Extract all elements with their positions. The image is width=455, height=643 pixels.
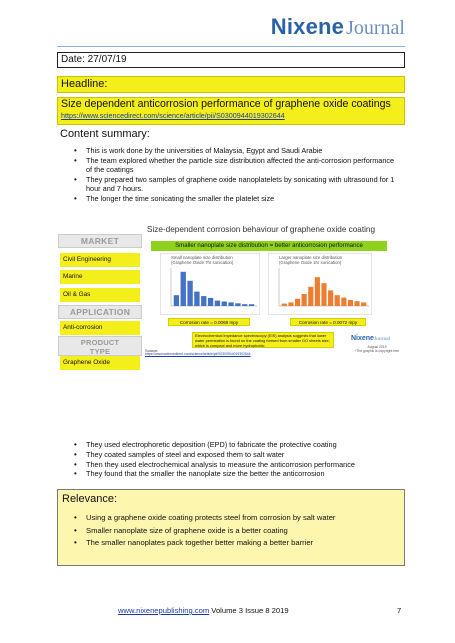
headline-url-link[interactable]: https://www.sciencedirect.com/science/article/pii/S0300944019302644 xyxy=(61,111,285,120)
chart-bar xyxy=(315,277,320,306)
journal-logo xyxy=(271,16,405,38)
figure-note xyxy=(355,345,399,353)
market-item: Civil Engineering xyxy=(60,253,140,267)
summary-list-top xyxy=(76,146,396,204)
product-type-value: Graphene Oxide xyxy=(60,356,140,370)
chart-bar xyxy=(228,302,233,306)
right-chart-title-1: Larger nanoplate size distribution xyxy=(279,255,343,260)
figure-source-label: Source: xyxy=(145,348,159,353)
left-chart-svg xyxy=(161,266,259,314)
list-item: • Smaller nanoplate size of graphene oxide is a better coating xyxy=(76,525,396,537)
header-divider xyxy=(57,46,405,47)
application-label: APPLICATION xyxy=(58,305,142,319)
chart-bar xyxy=(321,283,326,306)
product-type-label xyxy=(58,336,142,356)
right-chart-panel xyxy=(268,253,372,315)
logo-suffix: Journal xyxy=(346,17,405,39)
chart-bar xyxy=(201,296,206,306)
headline-box xyxy=(57,97,405,125)
chart-bar xyxy=(328,290,333,306)
page-number: 7 xyxy=(397,606,402,615)
left-chart-title-2: (Graphene Oxide 7hr sonication) xyxy=(171,260,234,265)
chart-bar xyxy=(235,303,240,306)
list-item: • They found that the smaller the nanoplate size the better the anticorrosion xyxy=(76,469,396,478)
list-item: • The smaller nanoplates pack together better making a better barrier xyxy=(76,537,396,549)
logo-brand: Nixene xyxy=(270,14,345,39)
chart-bar xyxy=(355,301,360,306)
list-item: • The longer the time sonicating the smaller the platelet size xyxy=(76,194,396,203)
product-type-label-line2: TYPE xyxy=(89,346,111,356)
content-summary-heading: Content summary: xyxy=(60,128,150,140)
chart-bar xyxy=(302,294,307,306)
chart-bar xyxy=(208,298,213,306)
chart-bar xyxy=(222,302,227,307)
right-chart-svg xyxy=(269,266,371,314)
market-item: Oil & Gas xyxy=(60,288,140,302)
chart-bar xyxy=(341,298,346,306)
list-item: • The team explored whether the particle size distribution affected the anti-corrosion performance of the coatings xyxy=(76,156,396,175)
relevance-heading: Relevance: xyxy=(62,493,118,505)
chart-bar xyxy=(361,302,366,306)
chart-bar xyxy=(181,272,186,306)
right-chart-title-2: (Graphene Oxide 1hr sonication) xyxy=(279,260,342,265)
chart-bar xyxy=(215,301,220,306)
figure-note-date: August 2019 xyxy=(367,345,387,349)
list-item: • They prepared two samples of graphene oxide nanoplatelets by sonicating with ultrasound for 1 hour and 7 hours. xyxy=(76,175,396,194)
chart-bar xyxy=(187,281,192,306)
relevance-box xyxy=(57,489,405,566)
chart-bar xyxy=(308,287,313,306)
list-item: • Using a graphene oxide coating protects steel from corrosion by salt water xyxy=(76,512,396,524)
figure-source-link[interactable]: https://www.sciencedirect.com/science/article/pii/S0300944019302644 xyxy=(145,352,251,356)
application-value: Anti-corrosion xyxy=(60,321,140,335)
left-chart-title-1: Small nanoplate size distribution xyxy=(171,255,233,260)
figure-note-copyright: *The graphic is copyright free xyxy=(355,349,400,354)
market-item: Marine xyxy=(60,270,140,284)
chart-bar xyxy=(194,292,199,306)
chart-bar xyxy=(288,302,293,306)
left-corrosion-rate: Corrosion rate = 0.0069 mpy xyxy=(168,318,250,326)
figure-banner: Smaller nanoplate size distribution = better anticorrosion performance xyxy=(151,241,387,251)
chart-bar xyxy=(295,299,300,306)
date-field: Date: 27/07/19 xyxy=(57,52,405,68)
figure-logo xyxy=(351,335,390,342)
headline-label: Headline: xyxy=(57,76,405,93)
list-item: • They used electrophoretic deposition (EPD) to fabricate the protective coating xyxy=(76,440,396,449)
right-corrosion-rate: Corrosion rate = 0.0072 mpy xyxy=(290,318,366,326)
chart-bar xyxy=(174,295,179,306)
summary-list-bottom xyxy=(76,440,396,479)
relevance-list xyxy=(76,512,396,550)
chart-bar xyxy=(335,295,340,306)
left-chart-panel xyxy=(160,253,260,315)
figure-logo-suffix: Journal xyxy=(373,336,391,342)
market-label: MARKET xyxy=(58,234,142,248)
chart-bar xyxy=(249,304,254,306)
product-type-label-line1: PRODUCT xyxy=(80,338,120,347)
list-item: • This is work done by the universities of Malaysia, Egypt and Saudi Arabie xyxy=(76,146,396,155)
footer xyxy=(118,606,289,615)
eis-note: Electrochemical impedance spectroscopy (EIS) analysis suggests that lower water permeation is found on the coating formed from smaller GO sheets size, which is compact and more hydrophobic xyxy=(192,332,334,348)
list-item: • Then they used electrochemical analysis to measure the anticorrosion performance xyxy=(76,460,396,469)
chart-bar xyxy=(348,300,353,306)
headline-title: Size dependent anticorrosion performance of graphene oxide coatings xyxy=(61,98,391,110)
footer-issue: Volume 3 Issue 8 2019 xyxy=(209,606,289,615)
chart-bar xyxy=(242,304,247,306)
list-item: • They coated samples of steel and exposed them to salt water xyxy=(76,450,396,459)
chart-bar xyxy=(282,304,287,306)
footer-url-link[interactable]: www.nixenepublishing.com xyxy=(118,606,210,615)
figure-title: Size-dependent corrosion behaviour of graphene oxide coating xyxy=(147,225,376,234)
figure-logo-brand: Nixene xyxy=(351,335,374,342)
